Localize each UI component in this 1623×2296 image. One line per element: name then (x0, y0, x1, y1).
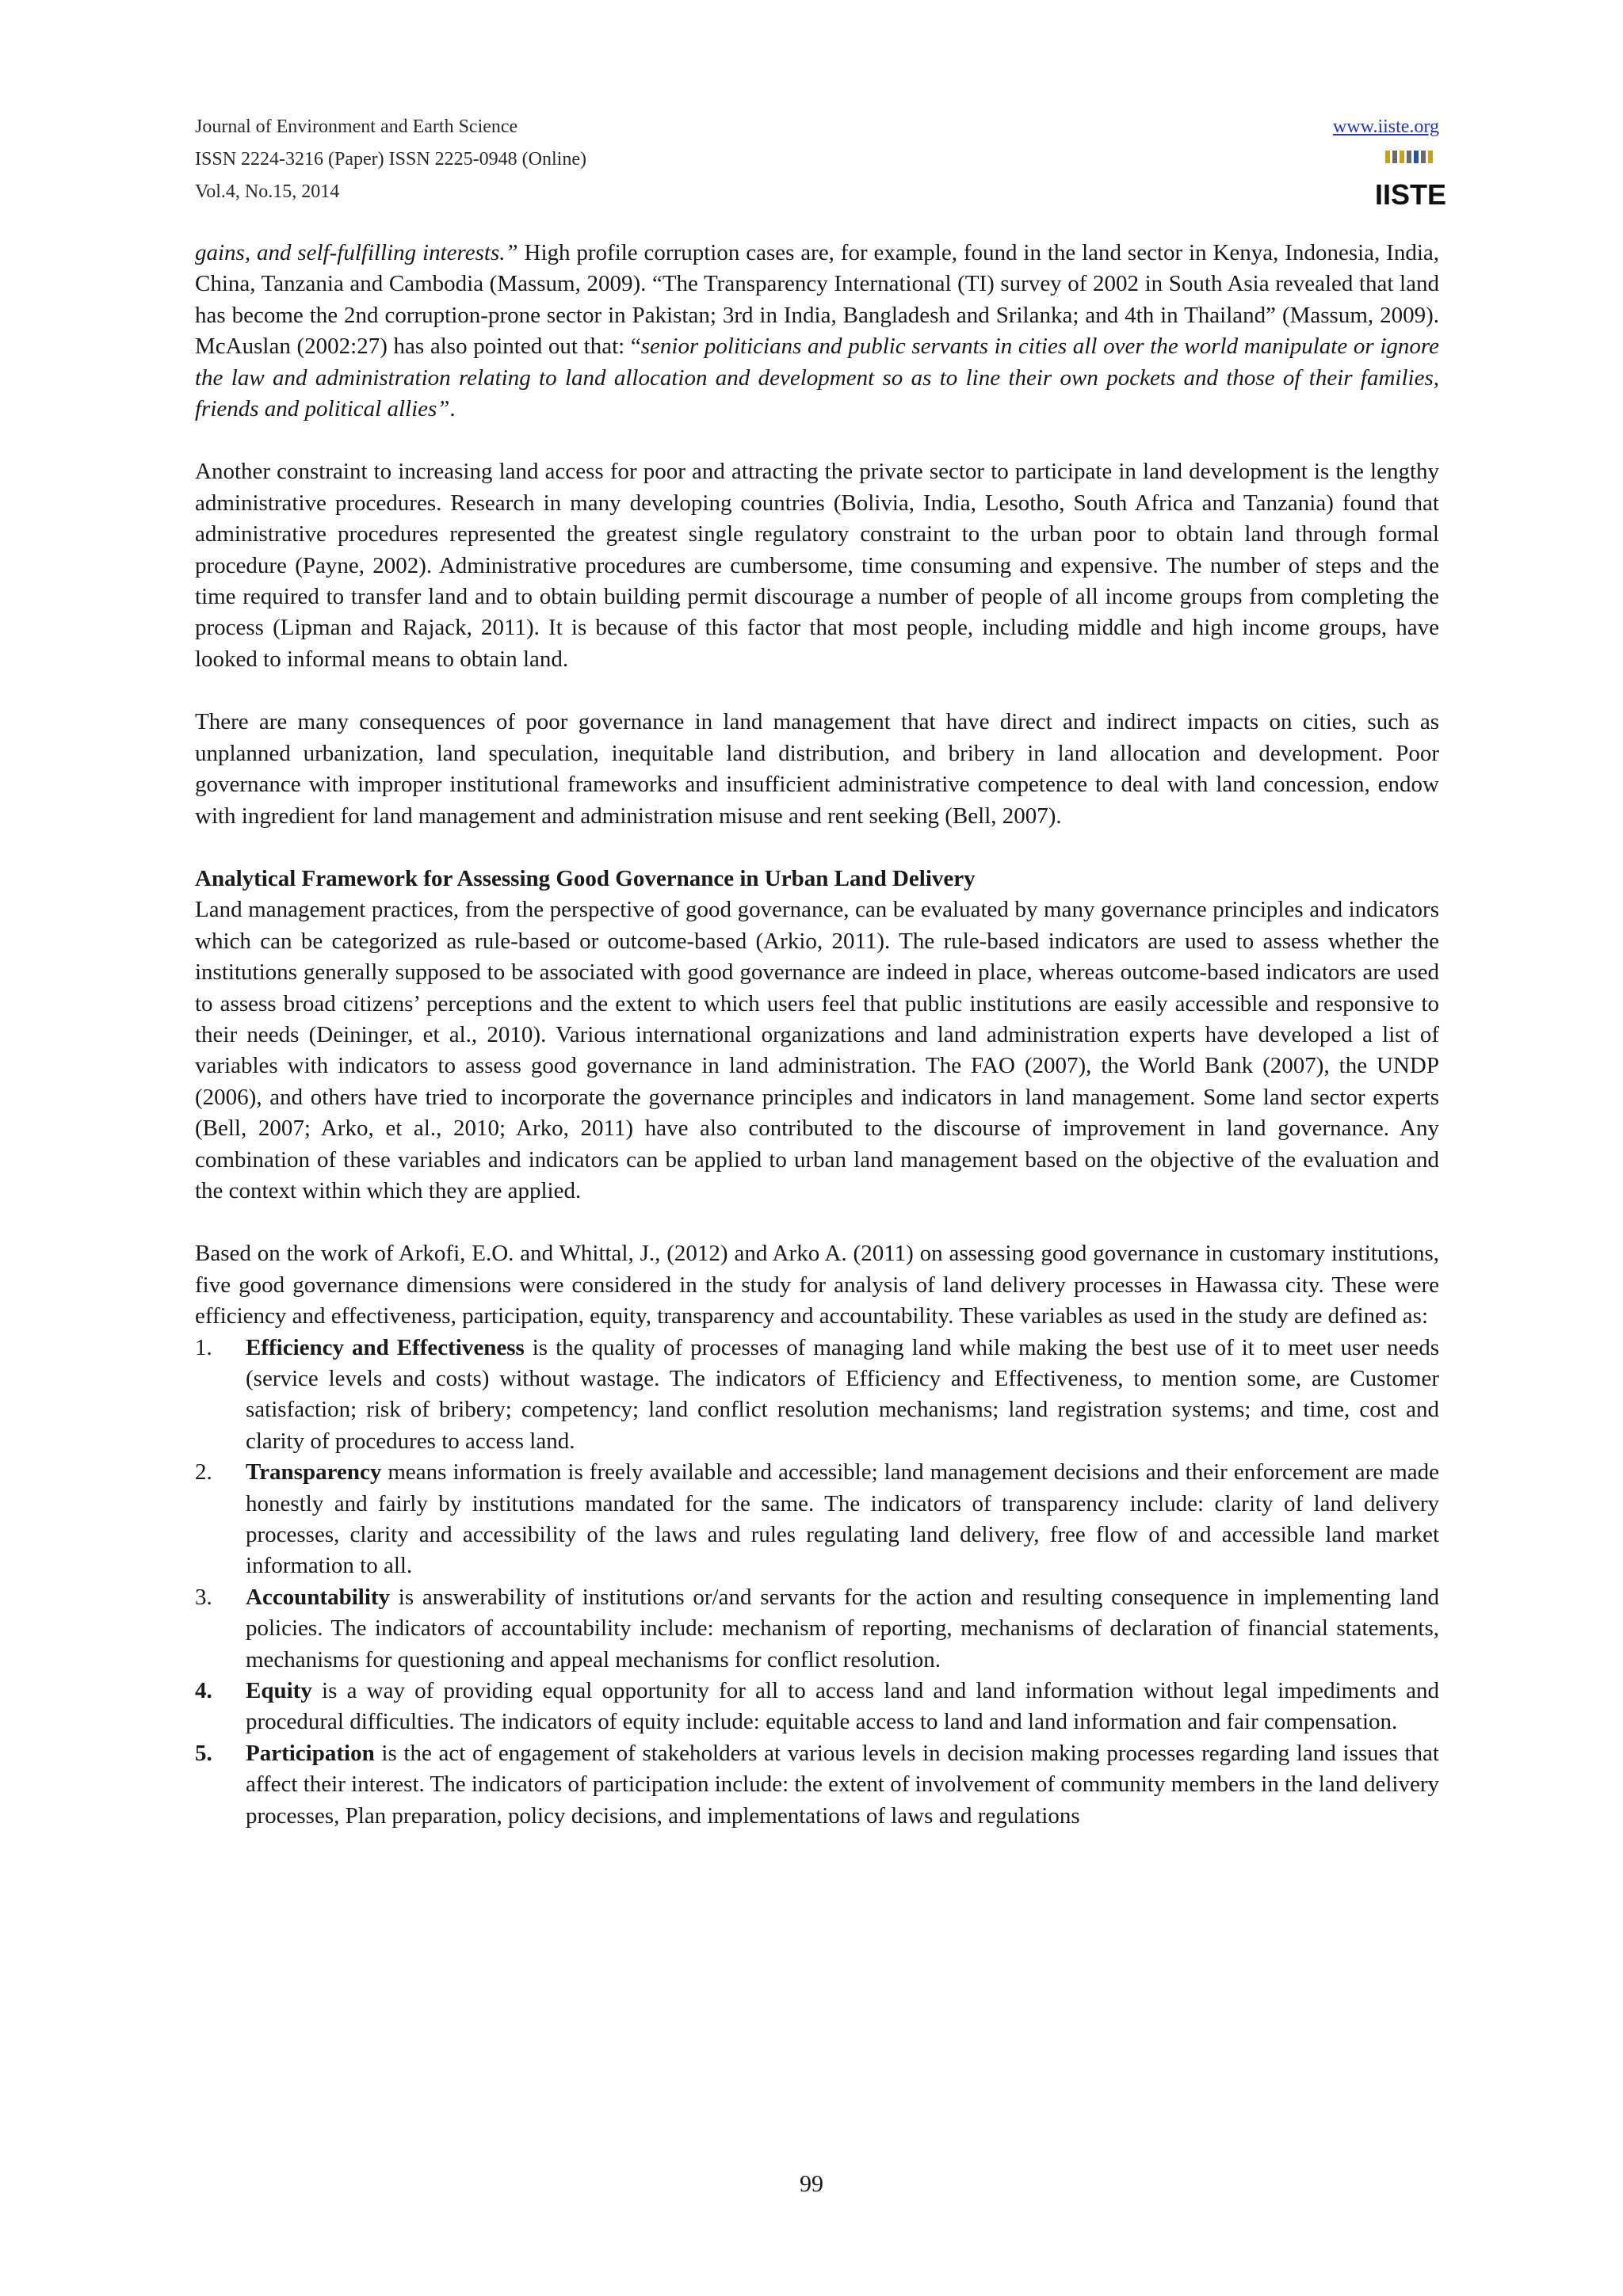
list-item (195, 1457, 1439, 1582)
list-number: 4. (195, 1678, 212, 1704)
list-term: Participation (246, 1740, 375, 1766)
list-number: 5. (195, 1740, 212, 1766)
list-term: Transparency (246, 1459, 382, 1486)
list-item (195, 1333, 1439, 1458)
journal-name: Journal of Environment and Earth Science (195, 116, 518, 137)
page-number: 99 (800, 2171, 823, 2197)
list-number: 1. (195, 1334, 212, 1360)
running-header (195, 111, 1447, 214)
paragraph-1 (195, 238, 1439, 425)
list-text: is a way of providing equal opportunity for all to access land and land information without legal impediments and procedural difficulties. The indicators of equity include: equitable access to land and land information and fair compensation. (246, 1678, 1439, 1735)
governance-dimensions-list (195, 1333, 1439, 1833)
article-body (195, 238, 1439, 1832)
volume-line: Vol.4, No.15, 2014 (195, 181, 340, 202)
paragraph-1-lead: gains, and self-fulfilling interests.” (195, 240, 518, 265)
paragraph-1-quote: senior politicians and public servants in cities all over the world manipulate or ignore the law and administration relating to land allocation and development so as to line their own pockets and those of their families, friends and political allies” (195, 334, 1439, 422)
paragraph-3: There are many consequences of poor governance in land management that have direct and indirect impacts on cities, such as unplanned urbanization, land speculation, inequitable land distribution, and bribery in land allocation and development. Poor governance with improper institutional frameworks and insufficient administrative competence to deal with land concession, endow with ingredient for land management and administration misuse and rent seeking (Bell, 2007). (195, 709, 1439, 829)
list-number: 2. (195, 1459, 212, 1486)
list-term: Accountability (246, 1584, 391, 1610)
list-text: is answerability of institutions or/and servants for the action and resulting consequence in implementing land policies. The indicators of accountability include: mechanism of reporting, mechanisms of declaration of financial statements, mechanisms for questioning and appeal mechanisms for conflict resolution. (246, 1584, 1439, 1672)
list-text: means information is freely available and accessible; land management decisions and their enforcement are made honestly and fairly by institutions mandated for the same. The indicators of transparency include: clarity of land delivery processes, clarity and accessibility of the laws and rules regulating land delivery, free flow of and accessible land market information to all. (246, 1459, 1439, 1579)
svg-text:IISTE: IISTE (1374, 178, 1447, 211)
list-item (195, 1582, 1439, 1676)
iiste-logo-icon (1374, 149, 1447, 211)
paragraph-1-end: . (449, 396, 456, 422)
issn-line: ISSN 2224-3216 (Paper) ISSN 2225-0948 (Online) (195, 149, 586, 170)
journal-url-link[interactable]: www.iiste.org (1333, 116, 1439, 137)
paragraph-1-text: High profile corruption cases are, for example, found in the land sector in Kenya, Indonesia, India, China, Tanzania and Cambodia (Massum, 2009). “The Transparency International (TI) survey of 2002 in South Asia revealed that land has become the 2nd corruption-prone sector in Pakistan; 3rd in India, Bangladesh and Srilanka; and 4th in Thailand” (Massum, 2009). McAuslan (2002:27) has also pointed out that: “ (195, 240, 1439, 360)
list-text: is the act of engagement of stakeholders at various levels in decision making processes regarding land issues that affect their interest. The indicators of participation include: the extent of involvement of community members in the land delivery processes, Plan preparation, policy decisions, and implementations of laws and regulations (246, 1740, 1439, 1829)
list-text: is the quality of processes of managing land while making the best use of it to meet user needs (service levels and costs) without wastage. The indicators of Efficiency and Effectiveness, to mention some, are Customer satisfaction; risk of bribery; competency; land conflict resolution mechanisms; land registration systems; and time, cost and clarity of procedures to access land. (246, 1334, 1439, 1454)
list-term: Equity (246, 1678, 312, 1704)
paragraph-2: Another constraint to increasing land access for poor and attracting the private sector to participate in land development is the lengthy administrative procedures. Research in many developing countries (Bolivia, India, Lesotho, South Africa and Tanzania) found that administrative procedures represented the greatest single regulatory constraint to the urban poor to obtain land through formal procedure (Payne, 2002). Administrative procedures are cumbersome, time consuming and expensive. The number of steps and the time required to transfer land and to obtain building permit discourage a number of people of all income groups from completing the process (Lipman and Rajack, 2011). It is because of this factor that most people, including middle and high income groups, have looked to informal means to obtain land. (195, 459, 1439, 672)
list-term: Efficiency and Effectiveness (246, 1334, 525, 1360)
section-heading: Analytical Framework for Assessing Good Governance in Urban Land Delivery (195, 865, 976, 891)
list-item (195, 1676, 1439, 1738)
paragraph-5: Based on the work of Arkofi, E.O. and Whittal, J., (2012) and Arko A. (2011) on assessing good governance in customary institutions, five good governance dimensions were considered in the study for analysis of land delivery processes in Hawassa city. These were efficiency and effectiveness, participation, equity, transparency and accountability. These variables as used in the study are defined as: (195, 1241, 1439, 1329)
list-number: 3. (195, 1584, 212, 1610)
list-item (195, 1738, 1439, 1832)
paragraph-4: Land management practices, from the perspective of good governance, can be evaluated by many governance principles and indicators which can be categorized as rule-based or outcome-based (Arkio, 2011). The rule-based indicators are used to assess whether the institutions generally supposed to be associated with good governance are indeed in place, whereas outcome-based indicators are used to assess broad citizens’ perceptions and the extent to which users feel that public institutions are easily accessible and responsive to their needs (Deininger, et al., 2010). Various international organizations and land administration experts have developed a list of variables with indicators to assess good governance in land administration. The FAO (2007), the World Bank (2007), the UNDP (2006), and others have tried to incorporate the governance principles and indicators in land management. Some land sector experts (Bell, 2007; Arko, et al., 2010; Arko, 2011) have also contributed to the discourse of improvement in land governance. Any combination of these variables and indicators can be applied to urban land management based on the objective of the evaluation and the context within which they are applied. (195, 897, 1439, 1203)
